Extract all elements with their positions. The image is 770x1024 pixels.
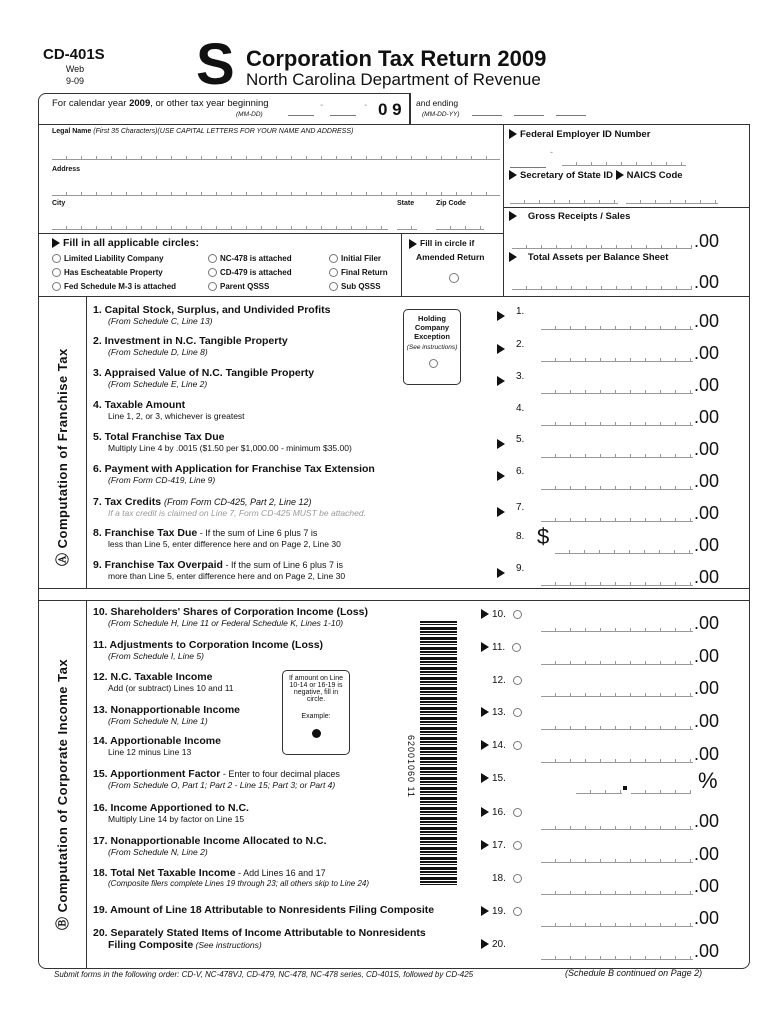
- line-17: 17. Nonapportionable Income Allocated to N.C. (From Schedule N, Line 2): [93, 835, 327, 857]
- line-7: 7. Tax Credits (From Form CD-425, Part 2, Line 12) If a tax credit is claimed on Line 7, Form CD-425 MUST be attached.: [93, 496, 366, 518]
- arrow-icon: [509, 252, 517, 262]
- negative-circle[interactable]: [513, 841, 522, 850]
- cents-label: .00: [694, 375, 720, 395]
- sub-qsss-option[interactable]: Sub QSSS: [329, 282, 381, 291]
- line-9-amount[interactable]: [541, 578, 693, 586]
- line-12-marker: 12.: [492, 675, 525, 686]
- cents-label: .00: [694, 503, 720, 523]
- line-6-amount[interactable]: [541, 482, 693, 490]
- escheatable-option[interactable]: Has Escheatable Property: [52, 268, 163, 277]
- arrow-icon: [52, 238, 60, 248]
- city-label: City: [52, 200, 66, 207]
- line-9: 9. Franchise Tax Overpaid - If the sum of Line 6 plus 7 is more than Line 5, enter difference here and on Page 2, Line 30: [93, 559, 346, 581]
- gross-receipts-label: Gross Receipts / Sales: [509, 211, 630, 222]
- form-edition: Web: [65, 64, 85, 74]
- begin-month-field[interactable]: [288, 106, 314, 116]
- line-15-marker: 15.: [481, 773, 506, 784]
- line-13-marker: 13.: [481, 707, 525, 718]
- cd479-option[interactable]: CD-479 is attached: [208, 268, 292, 277]
- form-revision: 9-09: [65, 76, 84, 86]
- cents-label: .00: [694, 941, 720, 961]
- negative-circle[interactable]: [513, 741, 522, 750]
- total-assets-label: Total Assets per Balance Sheet: [509, 252, 668, 263]
- cents-label: .00: [694, 844, 720, 864]
- line-10: 10. Shareholders' Shares of Corporation Income (Loss) (From Schedule H, Line 11 or Federal Schedule K, Lines 1-10): [93, 606, 368, 628]
- percent-sign: %: [698, 768, 718, 793]
- line-11-amount[interactable]: [541, 657, 693, 665]
- cents-label: .00: [694, 535, 720, 555]
- final-return-option[interactable]: Final Return: [329, 268, 388, 277]
- line-12: 12. N.C. Taxable Income Add (or subtract) Lines 10 and 11: [93, 671, 234, 693]
- ending-label: and ending: [416, 98, 459, 108]
- end-date-format: (MM-DD-YY): [422, 111, 460, 118]
- cents-label: .00: [694, 613, 720, 633]
- circle-icon: [208, 254, 217, 263]
- negative-circle[interactable]: [513, 907, 522, 916]
- line-15: 15. Apportionment Factor - Enter to four decimal places (From Schedule O, Part 1; Part 2 - Line 15; Part 3; or Part 4): [93, 768, 340, 790]
- tax-year-label: For calendar year 2009, or other tax year beginning: [52, 98, 269, 109]
- address-label: Address: [52, 166, 81, 173]
- submit-order-note: Submit forms in the following order: CD-V, NC-478VJ, CD-479, NC-478, NC-478 series, CD-401S, followed by CD-425: [54, 970, 474, 979]
- line-16: 16. Income Apportioned to N.C. Multiply Line 14 by factor on Line 15: [93, 802, 249, 824]
- arrow-icon: [616, 170, 624, 180]
- line-8: 8. Franchise Tax Due - If the sum of Line 6 plus 7 is less than Line 5, enter difference here and on Page 2, Line 30: [93, 527, 341, 549]
- line-18-amount[interactable]: [541, 887, 693, 895]
- line-16-amount[interactable]: [541, 822, 693, 830]
- line-20: 20. Separately Stated Items of Income Attributable to Nonresidents Filing Composite (See instructions): [93, 927, 426, 951]
- cents-label: .00: [694, 343, 720, 363]
- amended-heading: Fill in circle if: [409, 238, 474, 249]
- circles-heading: Fill in all applicable circles:: [52, 237, 199, 249]
- negative-circle[interactable]: [513, 808, 522, 817]
- cents-label: .00: [694, 646, 720, 666]
- end-day-field[interactable]: [514, 106, 544, 116]
- circle-icon: [208, 268, 217, 277]
- m3-option[interactable]: Fed Schedule M-3 is attached: [52, 282, 176, 291]
- line-4: 4. Taxable Amount Line 1, 2, or 3, whichever is greatest: [93, 399, 245, 421]
- line-number: 8.: [516, 531, 525, 542]
- section-b-label: Ⓑ Computation of Corporate Income Tax: [55, 658, 70, 930]
- filled-circle-icon: [312, 729, 321, 738]
- state-label: State: [397, 200, 415, 207]
- cents-label: .00: [694, 811, 720, 831]
- line-1-amount[interactable]: [541, 322, 693, 330]
- zip-field[interactable]: [436, 222, 484, 230]
- line-15-whole-field[interactable]: [576, 786, 622, 794]
- holding-exception-circle[interactable]: [429, 359, 438, 368]
- line-17-marker: 17.: [481, 840, 525, 851]
- decimal-point: [623, 786, 627, 790]
- cents-label: .00: [694, 471, 720, 491]
- line-14-marker: 14.: [481, 740, 525, 751]
- line-1: 1. Capital Stock, Surplus, and Undivided Profits (From Schedule C, Line 13): [93, 304, 331, 326]
- zip-label: Zip Code: [436, 200, 466, 207]
- line-12-amount[interactable]: [541, 689, 693, 697]
- line-20-marker: 20.: [481, 939, 506, 950]
- cents-label: .00: [694, 711, 720, 731]
- negative-circle[interactable]: [513, 708, 522, 717]
- circle-icon: [329, 254, 338, 263]
- section-a-label: Ⓐ Computation of Franchise Tax: [55, 348, 70, 566]
- line-6: 6. Payment with Application for Franchise Tax Extension (From Form CD-419, Line 9): [93, 463, 375, 485]
- line-14: 14. Apportionable Income Line 12 minus Line 13: [93, 735, 221, 757]
- line-13: 13. Nonapportionable Income (From Schedule N, Line 1): [93, 704, 241, 726]
- negative-circle[interactable]: [513, 610, 522, 619]
- arrow-icon: [509, 211, 517, 221]
- circle-icon: [329, 282, 338, 291]
- legal-name-field[interactable]: [52, 152, 500, 160]
- negative-circle[interactable]: [513, 676, 522, 685]
- arrow-icon: [497, 311, 505, 321]
- line-10-amount[interactable]: [541, 624, 693, 632]
- line-3-amount[interactable]: [541, 386, 693, 394]
- line-14-amount[interactable]: [541, 755, 693, 763]
- legal-name-label: Legal Name (First 35 Characters)(USE CAPITAL LETTERS FOR YOUR NAME AND ADDRESS): [52, 128, 354, 135]
- negative-circle[interactable]: [513, 874, 522, 883]
- arrow-icon: [497, 471, 505, 481]
- llc-option[interactable]: Limited Liability Company: [52, 254, 164, 263]
- begin-day-field[interactable]: [330, 106, 356, 116]
- line-8-amount[interactable]: [555, 546, 693, 554]
- cents-label: .00: [694, 407, 720, 427]
- line-number: 7.: [516, 502, 525, 513]
- line-4-amount[interactable]: [541, 418, 693, 426]
- arrow-icon: [497, 376, 505, 386]
- line-number: 6.: [516, 466, 525, 477]
- address-field[interactable]: [52, 188, 500, 196]
- line-18: 18. Total Net Taxable Income - Add Lines 16 and 17 (Composite filers complete Lines 19 through 23; all others skip to Line 24): [93, 867, 370, 888]
- arrow-icon: [497, 568, 505, 578]
- line-5: 5. Total Franchise Tax Due Multiply Line 4 by .0015 ($1.50 per $1,000.00 - minimum $35.00): [93, 431, 352, 453]
- line-2-amount[interactable]: [541, 354, 693, 362]
- arrow-icon: [497, 439, 505, 449]
- circle-icon: [329, 268, 338, 277]
- arrow-icon: [409, 239, 417, 249]
- line-11: 11. Adjustments to Corporation Income (Loss) (From Schedule I, Line 5): [93, 639, 324, 661]
- cents-label: .00: [694, 678, 720, 698]
- cents-label: .00: [694, 876, 720, 896]
- line-number: 3.: [516, 371, 525, 382]
- line-2: 2. Investment in N.C. Tangible Property (From Schedule D, Line 8): [93, 335, 288, 357]
- arrow-icon: [509, 129, 517, 139]
- circle-icon: [52, 268, 61, 277]
- arrow-icon: [497, 344, 505, 354]
- naics-code-field[interactable]: [626, 196, 718, 204]
- line-11-marker: 11.: [481, 642, 524, 653]
- holding-company-box: Holding Company Exception (See instructions): [403, 309, 461, 385]
- total-assets-field[interactable]: [512, 282, 692, 290]
- parent-qsss-option[interactable]: Parent QSSS: [208, 282, 269, 291]
- sos-id-field[interactable]: [510, 196, 618, 204]
- amended-return-circle[interactable]: [449, 273, 459, 283]
- cents-label: .00: [694, 908, 720, 928]
- circle-icon: [208, 282, 217, 291]
- line-13-amount[interactable]: [541, 722, 693, 730]
- cents-label: .00: [694, 272, 720, 292]
- s-logo: S: [196, 32, 235, 97]
- line-19-amount[interactable]: [541, 919, 693, 927]
- arrow-icon: [497, 507, 505, 517]
- cents-label: .00: [694, 231, 720, 251]
- negative-amount-note: If amount on Line 10-14 or 16-19 is negative, fill in circle. Example:: [282, 670, 350, 755]
- line-number: 2.: [516, 339, 525, 350]
- initial-filer-option[interactable]: Initial Filer: [329, 254, 381, 263]
- line-3: 3. Appraised Value of N.C. Tangible Property (From Schedule E, Line 2): [93, 367, 315, 389]
- line-5-amount[interactable]: [541, 450, 693, 458]
- cents-label: .00: [694, 567, 720, 587]
- page-title: Corporation Tax Return 2009: [246, 46, 547, 71]
- end-month-field[interactable]: [472, 106, 502, 116]
- line-number: 1.: [516, 306, 525, 317]
- barcode: [420, 621, 457, 886]
- line-19-marker: 19.: [481, 906, 525, 917]
- begin-year-value: 0 9: [378, 100, 402, 119]
- circle-icon: [52, 254, 61, 263]
- line-16-marker: 16.: [481, 807, 525, 818]
- line-15-decimal-field[interactable]: [631, 786, 691, 794]
- form-code: CD-401S: [43, 46, 105, 63]
- circle-icon: [52, 282, 61, 291]
- cents-label: .00: [694, 744, 720, 764]
- line-7-amount[interactable]: [541, 514, 693, 522]
- sos-label: Secretary of State ID NAICS Code: [509, 170, 683, 181]
- end-year-field[interactable]: [556, 106, 586, 116]
- gross-receipts-field[interactable]: [512, 241, 692, 249]
- nc478-option[interactable]: NC-478 is attached: [208, 254, 292, 263]
- cents-label: .00: [694, 439, 720, 459]
- line-18-marker: 18.: [492, 873, 525, 884]
- begin-date-format: (MM-DD): [236, 111, 263, 118]
- fein-prefix-field[interactable]: [510, 158, 546, 168]
- line-number: 4.: [516, 403, 525, 414]
- line-20-amount[interactable]: [541, 952, 693, 960]
- line-number: 9.: [516, 563, 525, 574]
- continued-note: (Schedule B continued on Page 2): [565, 968, 703, 978]
- barcode-number: 62001060 11: [406, 735, 416, 798]
- negative-circle[interactable]: [512, 643, 521, 652]
- fein-suffix-field[interactable]: [562, 158, 686, 166]
- line-10-marker: 10.: [481, 609, 525, 620]
- fein-label: Federal Employer ID Number: [509, 129, 650, 140]
- amended-label: Amended Return: [416, 252, 485, 262]
- dollar-sign: $: [537, 524, 550, 549]
- cents-label: .00: [694, 311, 720, 331]
- city-field[interactable]: [52, 222, 388, 230]
- line-17-amount[interactable]: [541, 855, 693, 863]
- arrow-icon: [509, 170, 517, 180]
- state-field[interactable]: [397, 222, 417, 230]
- line-19: 19. Amount of Line 18 Attributable to Nonresidents Filing Composite: [93, 904, 435, 916]
- agency-name: North Carolina Department of Revenue: [246, 70, 541, 89]
- line-number: 5.: [516, 434, 525, 445]
